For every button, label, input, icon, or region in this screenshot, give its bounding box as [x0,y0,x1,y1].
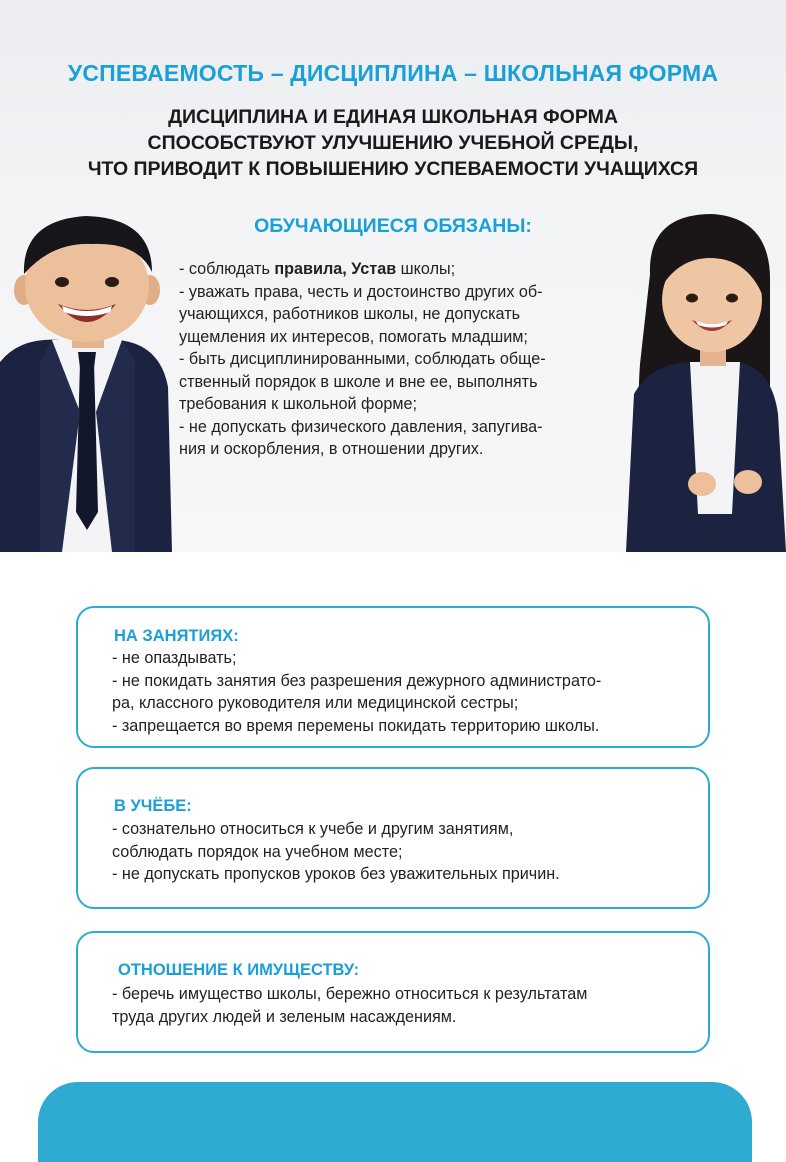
card-body [112,818,560,886]
rules-card-property [76,931,710,1053]
card-title: ОТНОШЕНИЕ К ИМУЩЕСТВУ: [118,961,360,979]
bottom-banner [38,1082,752,1162]
card-line: - не опаздывать; [112,649,237,667]
card-line: труда других людей и зеленым насаждениям. [112,1007,457,1026]
duties-line: ущемления их интересов, помогать младшим; [179,327,528,346]
page-title: УСПЕВАЕМОСТЬ – ДИСЦИПЛИНА – ШКОЛЬНАЯ ФОРМА [67,60,719,86]
card-title: НА ЗАНЯТИЯХ: [114,627,239,645]
duties-line: - быть дисциплинированными, соблюдать обще- [179,350,546,368]
page-subtitle [0,104,786,182]
card-line: - сознательно относиться к учебе и другим занятиям, [112,820,514,838]
subtitle-line: ЧТО ПРИВОДИТ К ПОВЫШЕНИЮ УСПЕВАЕМОСТИ УЧАЩИХСЯ [87,158,699,180]
rules-card-lessons [76,606,710,748]
girl-student-photo [620,214,786,552]
card-body [112,983,587,1028]
duties-line-text: школы; [396,260,456,278]
duties-line [179,258,619,281]
duties-list [179,258,619,461]
duties-line: - не допускать физического давления, запугива- [179,417,543,436]
rules-card-study [76,767,710,909]
duties-line: ния и оскорбления, в отношении других. [179,440,484,458]
duties-line: - уважать права, честь и достоинство других об- [179,282,543,301]
duties-line: учающихся, работников школы, не допускать [179,305,521,323]
hero-section [0,0,786,552]
card-line: - беречь имущество школы, бережно относиться к результатам [112,985,588,1003]
boy-student-photo [0,212,175,552]
card-line: - запрещается во время перемены покидать территорию школы. [112,716,600,735]
subtitle-line: СПОСОБСТВУЮТ УЛУЧШЕНИЮ УЧЕБНОЙ СРЕДЫ, [147,132,639,154]
duties-heading: ОБУЧАЮЩИЕСЯ ОБЯЗАНЫ: [254,215,532,237]
duties-line: ственный порядок в школе и вне ее, выполнять [179,372,538,391]
card-title: В УЧЁБЕ: [114,797,192,815]
card-line: - не покидать занятия без разрешения дежурного администрато- [112,671,602,690]
subtitle-line: ДИСЦИПЛИНА И ЕДИНАЯ ШКОЛЬНАЯ ФОРМА [168,106,618,128]
card-line: соблюдать порядок на учебном месте; [112,842,403,861]
card-body [112,647,601,737]
duties-bold-text: правила, Устав [274,260,397,278]
duties-line-text: - соблюдать [179,260,275,278]
card-line: - не допускать пропусков уроков без уважительных причин. [112,865,560,883]
duties-line: требования к школьной форме; [179,395,417,413]
card-line: ра, классного руководителя или медицинской сестры; [112,694,519,712]
